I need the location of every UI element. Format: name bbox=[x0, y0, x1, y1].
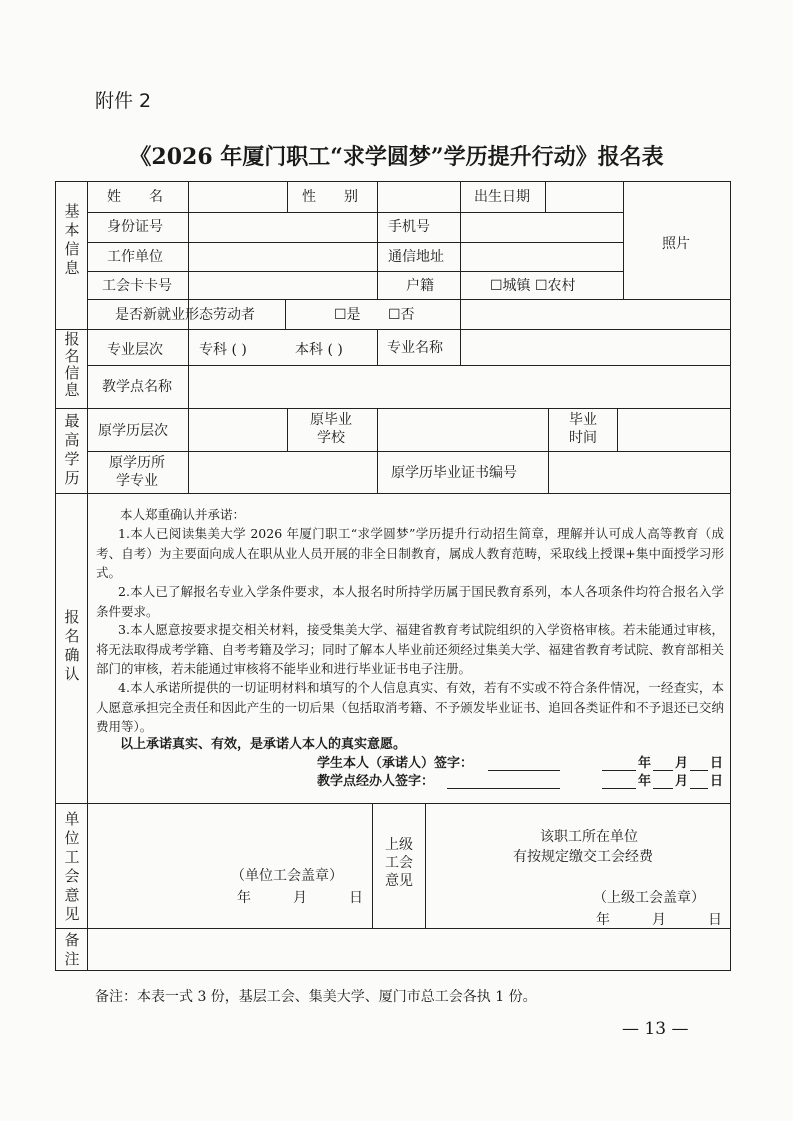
confirm-statement: 以上承诺真实、有效，是承诺人本人的真实意愿。 bbox=[120, 737, 407, 752]
union-card-label: 工会卡卡号 bbox=[102, 278, 172, 294]
prev-school-label: 原毕业学校 bbox=[310, 412, 352, 446]
upper-union-date: 年 月 日 bbox=[596, 912, 722, 928]
prev-cert-no-label: 原学历毕业证书编号 bbox=[391, 465, 517, 481]
upper-union-text-2: 有按规定缴交工会经费 bbox=[513, 849, 653, 865]
prev-edu-level-label: 原学历层次 bbox=[98, 423, 168, 439]
name-label: 姓 名 bbox=[107, 189, 163, 205]
staff-sign-label: 教学点经办人签字： bbox=[317, 774, 435, 789]
new-worker-yes-checkbox[interactable]: ☐是 bbox=[334, 307, 361, 323]
new-worker-label: 是否新就业形态劳动者 bbox=[115, 307, 255, 323]
staff-date-month: 月 bbox=[675, 774, 689, 789]
upper-union-label: 上级工会意见 bbox=[385, 837, 413, 889]
confirm-item-4: 4.本人承诺所提供的一切证明材料和填写的个人信息真实、有效，若有不实或不符合条件情况，一经查实，本人愿意承担完全责任和因此产生的一切后果（包括取消考籍、不予颁发毕业证书、追回各类证件和不予退还已交纳费用等）。 bbox=[96, 680, 724, 734]
confirm-item-2: 2.本人已了解报名专业入学条件要求，本人报名时所持学历属于国民教育系列，本人各项条件均符合报名入学条件要求。 bbox=[96, 584, 724, 619]
confirm-intro: 本人郑重确认并承诺： bbox=[120, 507, 246, 522]
address-label: 通信地址 bbox=[388, 249, 444, 265]
confirm-item-3: 3.本人愿意按要求提交相关材料，接受集美大学、福建省教育考试院组织的入学资格审核。若未能通过审核，将无法取得成考学籍、自考考籍及学习；同时了解本人毕业前还须经过集美大学、福建省教育考试院、教育部相关部门的审核，若未能通过审核将不能毕业和进行毕业证书电子注册。 bbox=[96, 622, 724, 676]
upper-union-seal: （上级工会盖章） bbox=[593, 890, 705, 906]
major-level-label: 专业层次 bbox=[107, 342, 163, 358]
confirm-item-1: 1.本人已阅读集美大学 2026 年厦门职工“求学圆梦”学历提升行动招生简章，理解并认可成人高等教育（成考、自考）为主要面向成人在职从业人员开展的非全日制教育，属成人教育范畴，采取线上授课+集中面授学习形式。 bbox=[96, 526, 724, 580]
staff-sign-line[interactable] bbox=[447, 788, 560, 789]
footer-note: 备注：本表一式 3 份，基层工会、集美大学、厦门市总工会各执 1 份。 bbox=[95, 989, 537, 1005]
student-date-day: 日 bbox=[710, 756, 724, 771]
section-highest-edu: 最 高 学 历 bbox=[64, 412, 80, 487]
hukou-label: 户籍 bbox=[406, 278, 434, 294]
form-title: 《2026 年厦门职工“求学圆梦”学历提升行动》报名表 bbox=[129, 144, 664, 170]
employer-label: 工作单位 bbox=[107, 249, 163, 265]
section-enroll-info: 报 名 信 息 bbox=[64, 330, 80, 399]
attachment-label: 附件 2 bbox=[95, 90, 152, 112]
benke-option[interactable]: 本科 ( ) bbox=[295, 342, 343, 358]
hukou-options[interactable]: ☐城镇 ☐农村 bbox=[490, 278, 576, 294]
student-sign-line[interactable] bbox=[488, 770, 560, 771]
section-basic-info: 基 本 信 息 bbox=[64, 202, 80, 277]
student-date-month: 月 bbox=[675, 756, 689, 771]
new-worker-no-checkbox[interactable]: ☐否 bbox=[388, 307, 415, 323]
section-remark: 备 注 bbox=[64, 931, 80, 968]
birth-date-label: 出生日期 bbox=[474, 189, 530, 205]
student-sign-label: 学生本人（承诺人）签字： bbox=[317, 756, 474, 771]
photo-label: 照片 bbox=[662, 236, 690, 252]
upper-union-text-1: 该职工所在单位 bbox=[540, 829, 638, 845]
major-name-label: 专业名称 bbox=[387, 340, 443, 356]
zhuanke-option[interactable]: 专科 ( ) bbox=[199, 342, 247, 358]
teaching-site-label: 教学点名称 bbox=[102, 379, 172, 395]
staff-date-day: 日 bbox=[710, 774, 724, 789]
id-number-label: 身份证号 bbox=[107, 219, 163, 235]
prev-major-label: 原学历所学专业 bbox=[109, 455, 165, 489]
student-date-year: 年 bbox=[638, 756, 652, 771]
gender-label: 性 别 bbox=[302, 189, 358, 205]
phone-label: 手机号 bbox=[388, 219, 430, 235]
staff-date-year: 年 bbox=[638, 774, 652, 789]
grad-time-label: 毕业时间 bbox=[569, 412, 597, 446]
section-confirm: 报 名 确 认 bbox=[64, 608, 80, 683]
page-number: — 13 — bbox=[622, 1019, 689, 1039]
unit-date: 年 月 日 bbox=[237, 890, 363, 906]
section-unit-opinion: 单 位 工 会 意 见 bbox=[64, 810, 80, 923]
unit-seal-label: （单位工会盖章） bbox=[231, 868, 343, 884]
